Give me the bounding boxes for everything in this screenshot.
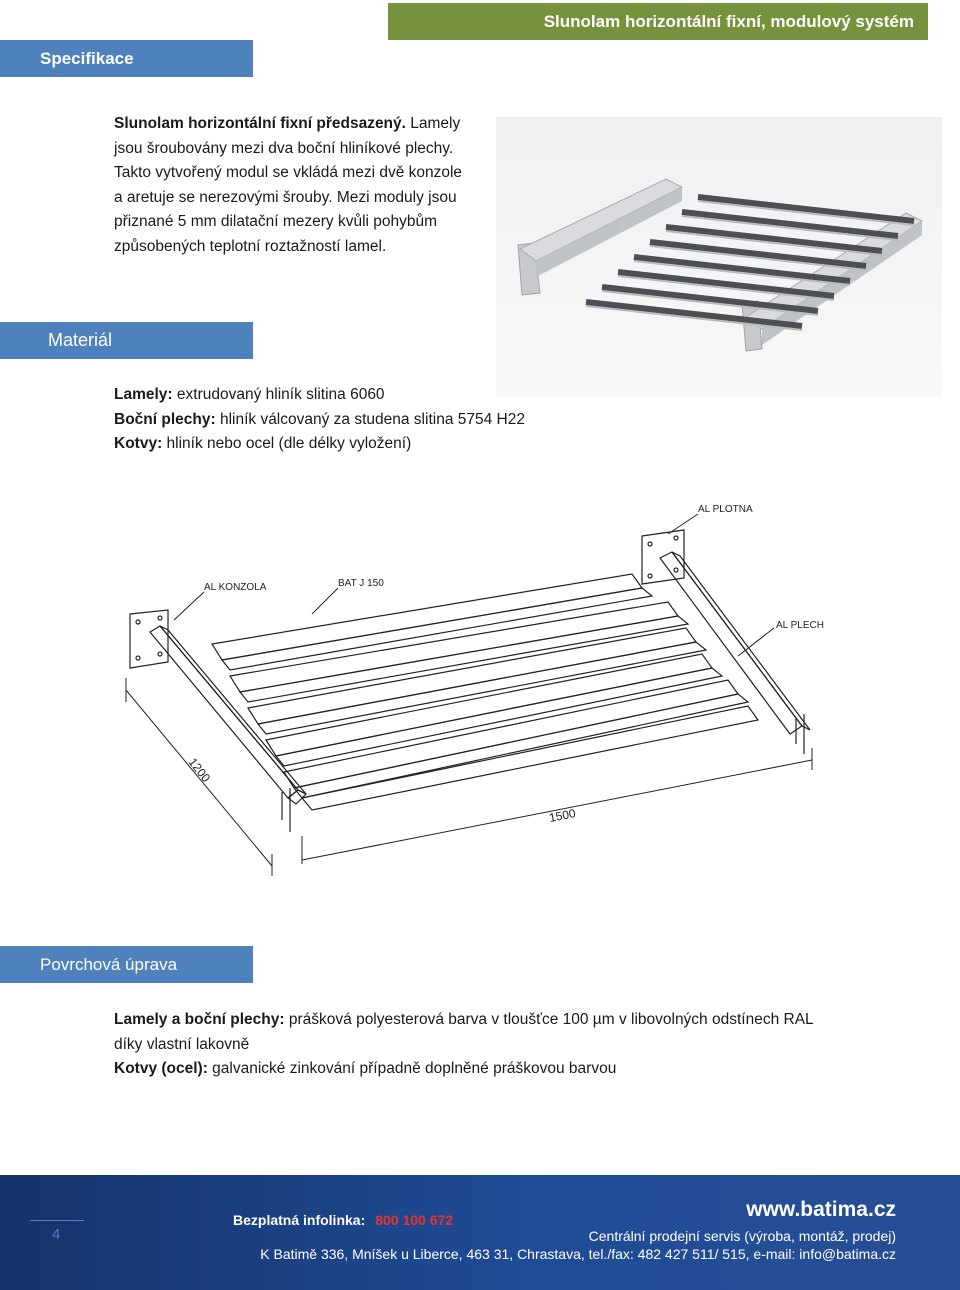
- page-number: 4: [52, 1226, 61, 1243]
- spec-line: Takto vytvořený modul se vkládá mezi dvě konzole: [114, 164, 463, 182]
- section-heading-text: Specifikace: [40, 48, 134, 68]
- spec-line: jsou šroubovány mezi dva boční hliníkové plechy.: [114, 139, 454, 157]
- material-item-label: Lamely:: [114, 386, 173, 403]
- material-item-plechy: [114, 408, 554, 433]
- spec-line: Lamely: [405, 115, 461, 132]
- surface-item: [114, 1033, 904, 1058]
- material-item-label: Kotvy:: [114, 435, 163, 453]
- spec-lead: Slunolam horizontální fixní předsazený.: [114, 115, 406, 132]
- surface-list: [114, 1008, 904, 1082]
- dimension-depth: 1200: [185, 755, 214, 785]
- material-list: [114, 383, 554, 457]
- material-item-value: hliník válcovaný za studena slitina 5754 H22: [215, 410, 525, 428]
- technical-drawing: [112, 492, 832, 882]
- footer-service: Centrální prodejní servis (výroba, montáž, prodej): [588, 1228, 896, 1244]
- material-item-kotvy: [114, 432, 554, 457]
- dimension-width: 1500: [547, 806, 577, 825]
- material-item-value: hliník nebo ocel (dle délky vyložení): [162, 435, 412, 453]
- spec-line: a aretuje se nerezovými šrouby. Mezi moduly jsou: [114, 188, 457, 206]
- surface-item: [114, 1008, 904, 1033]
- label-bat-j150: BAT J 150: [338, 578, 384, 589]
- page-number-rule: [30, 1220, 84, 1221]
- label-al-konzola: AL KONZOLA: [204, 582, 267, 593]
- footer-hotline: [233, 1212, 453, 1228]
- hotline-number: 800 100 672: [375, 1212, 454, 1228]
- spec-line: přiznané 5 mm dilatační mezery kvůli pohybům: [114, 213, 438, 231]
- footer-address: K Batimě 336, Mníšek u Liberce, 463 31, Chrastava, tel./fax: 482 427 511/ 515, e-mail: info@batima.cz: [260, 1246, 896, 1262]
- surface-item-value: galvanické zinkování případně doplněné práškovou barvou: [207, 1060, 617, 1078]
- surface-item-value: prášková polyesterová barva v tloušťce 100 µm v libovolných odstínech RAL: [284, 1011, 814, 1028]
- section-heading-text: Materiál: [48, 330, 113, 350]
- louver-render: [496, 117, 942, 397]
- surface-item-label: Kotvy (ocel):: [114, 1060, 208, 1078]
- footer-website-link[interactable]: www.batima.cz: [746, 1198, 896, 1221]
- label-al-plotna: AL PLOTNA: [698, 504, 753, 515]
- section-heading-povrchova-uprava: [0, 946, 253, 983]
- section-heading-specifikace: [0, 40, 253, 77]
- surface-item-label: Lamely a boční plechy:: [114, 1011, 285, 1028]
- label-al-plech: AL PLECH: [776, 620, 824, 631]
- product-render-image: [496, 117, 942, 397]
- document-title: Slunolam horizontální fixní, modulový systém: [543, 11, 914, 31]
- material-item-label: Boční plechy:: [114, 410, 216, 428]
- material-item-lamely: [114, 383, 554, 408]
- drawing-svg: [112, 492, 832, 882]
- spec-paragraph: [114, 112, 494, 260]
- section-heading-text: Povrchová úprava: [40, 954, 178, 974]
- document-title-banner: [388, 3, 928, 40]
- material-item-value: extrudovaný hliník slitina 6060: [172, 386, 385, 403]
- spec-line: způsobených teplotní roztažností lamel.: [114, 237, 387, 255]
- surface-item: [114, 1057, 904, 1082]
- section-heading-material: [0, 322, 253, 359]
- hotline-label: Bezplatná infolinka:: [233, 1212, 366, 1228]
- surface-item-value: díky vlastní lakovně: [114, 1035, 250, 1053]
